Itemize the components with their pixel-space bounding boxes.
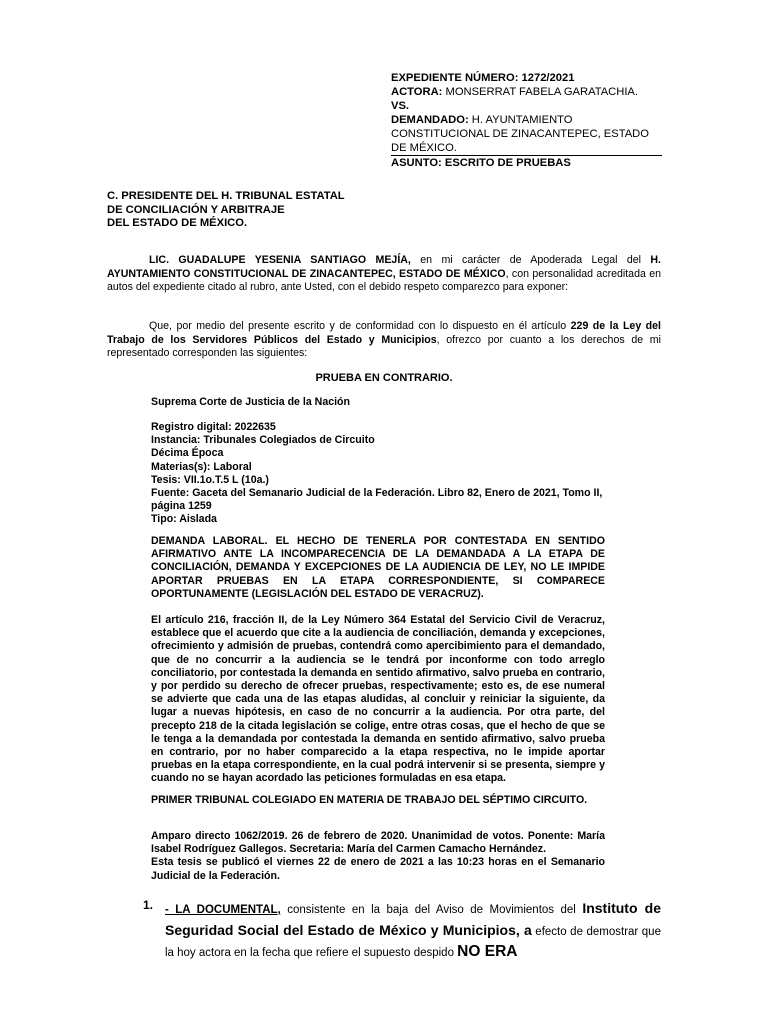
addressee-line: DE CONCILIACIÓN Y ARBITRAJE: [107, 203, 285, 216]
case-header: [391, 71, 663, 170]
no-era-emphasis: NO ERA: [457, 943, 518, 960]
tesis-number: Tesis: VII.1o.T.5 L (10a.): [151, 473, 269, 486]
entity-name: H. AYUNTAMIENTO CONSTITUCIONAL DE ZINACANTEPEC, ESTADO DE MÉXICO: [107, 254, 661, 280]
publication-line: Esta tesis se publicó el viernes 22 de enero de 2021 a las 10:23 horas en el Semanario Judicial de la Federación.: [151, 856, 605, 882]
addressee-line: C. PRESIDENTE DEL H. TRIBUNAL ESTATAL: [107, 190, 345, 202]
thesis-amparo: [151, 830, 605, 883]
documental-label: - LA DOCUMENTAL,: [165, 904, 281, 916]
materias: Materias(s): Laboral: [151, 460, 252, 473]
fuente: Fuente: Gaceta del Semanario Judicial de la Federación. Libro 82, Enero de 2021, Tomo II, página 1259: [151, 487, 603, 513]
addressee: [107, 190, 345, 231]
instancia: Instancia: Tribunales Colegiados de Circuito: [151, 434, 375, 447]
intro-paragraph: LIC. GUADALUPE YESENIA SANTIAGO MEJÍA, en mi carácter de Apoderada Legal del H. AYUNTAMIENTO CONSTITUCIONAL DE ZINACANTEPEC, ESTADO DE MÉXICO, con personalidad acreditada en autos del expediente citado al rubro, ante Usted, con el debido respeto comparezco para exponer:: [107, 254, 661, 293]
thesis-body: El artículo 216, fracción II, de la Ley Número 364 Estatal del Servicio Civil de Veracruz, establece que el acuerdo que cite a la audiencia de conciliación, demanda y excepciones, ofrecimiento y admisión de pruebas, contendrá como apercibimiento para el demandado, que de no concurrir a la audiencia se le tendrá por inconforme con todo arreglo conciliatorio, por contestada la demanda en sentido afirmativo, salvo prueba en contrario, y por perdido su derecho de ofrecer pruebas, respectivamente; esto es, de ese numeral se advierte que cada una de las etapas aludidas, al concluir y reiniciar la siguiente, da lugar a nuevas hipótesis, en caso de no concurrir a la audiencia. Por otra parte, del precepto 218 de la citada legislación se colige, entre otras cosas, que el hecho de que se le tenga a la demandada por contestada la demanda en sentido afirmativo, salvo prueba en contrario, por no haber comparecido a la etapa respectiva, no le impide aportar pruebas en la etapa correspondiente, en la cual podrá intervenir si se presenta, siempre y cuando no se hayan acordado las peticiones formuladas en esa etapa.: [151, 614, 605, 785]
epoca: Décima Época: [151, 447, 224, 460]
section-title: PRUEBA EN CONTRARIO.: [315, 372, 453, 384]
list-number: 1.: [143, 898, 154, 912]
demandado-line: DEMANDADO: H. AYUNTAMIENTO CONSTITUCIONAL DE ZINACANTEPEC, ESTADO DE MÉXICO.: [391, 114, 649, 154]
asunto-line: ASUNTO: ESCRITO DE PRUEBAS: [391, 157, 571, 169]
thesis-metadata: [151, 421, 605, 527]
actora-line: ACTORA: MONSERRAT FABELA GARATACHIA.: [391, 86, 639, 98]
thesis-heading: DEMANDA LABORAL. EL HECHO DE TENERLA POR CONTESTADA EN SENTIDO AFIRMATIVO ANTE LA INCOMPARECENCIA DE LA DEMANDADA A LA ETAPA DE CONCILIACIÓN, DEMANDA Y EXCEPCIONES DE LA AUDIENCIA DE LEY, NO LE IMPIDE APORTAR PRUEBAS EN LA ETAPA CORRESPONDIENTE, SI COMPARECE OPORTUNAMENTE (LEGISLACIÓN DEL ESTADO DE VERACRUZ).: [151, 535, 605, 600]
institute-name: Instituto de Seguridad Social del Estado de México y Municipios: [165, 900, 662, 938]
list-item-text: - LA DOCUMENTAL, consistente en la baja del Aviso de Movimientos del Instituto de Seguridad Social del Estado de México y Municipios, a efecto de demostrar que la hoy actora en la fecha que refiere el supuesto despido NO ERA: [165, 900, 662, 960]
expediente-number: EXPEDIENTE NÚMERO: 1272/2021: [391, 72, 575, 84]
thesis-tribunal: PRIMER TRIBUNAL COLEGIADO EN MATERIA DE TRABAJO DEL SÉPTIMO CIRCUITO.: [151, 794, 588, 806]
attorney-name: LIC. GUADALUPE YESENIA SANTIAGO MEJÍA,: [149, 254, 411, 266]
vs-line: VS.: [391, 100, 410, 112]
law-reference: 229 de la Ley del Trabajo de los Servidores Públicos del Estado y Municipios: [107, 320, 661, 346]
amparo-line: Amparo directo 1062/2019. 26 de febrero de 2020. Unanimidad de votos. Ponente: María Isabel Rodríguez Gallegos. Secretaria: María del Carmen Camacho Hernández.: [151, 830, 605, 856]
offer-paragraph: Que, por medio del presente escrito y de conformidad con lo dispuesto en él artículo 229 de la Ley del Trabajo de los Servidores Públicos del Estado y Municipios, ofrezco por cuanto a los derechos de mi representado corresponden las siguientes:: [107, 320, 661, 359]
tipo: Tipo: Aislada: [151, 513, 217, 526]
registro-digital: Registro digital: 2022635: [151, 421, 276, 433]
addressee-line: DEL ESTADO DE MÉXICO.: [107, 217, 248, 229]
thesis-court: Suprema Corte de Justicia de la Nación: [151, 396, 350, 408]
